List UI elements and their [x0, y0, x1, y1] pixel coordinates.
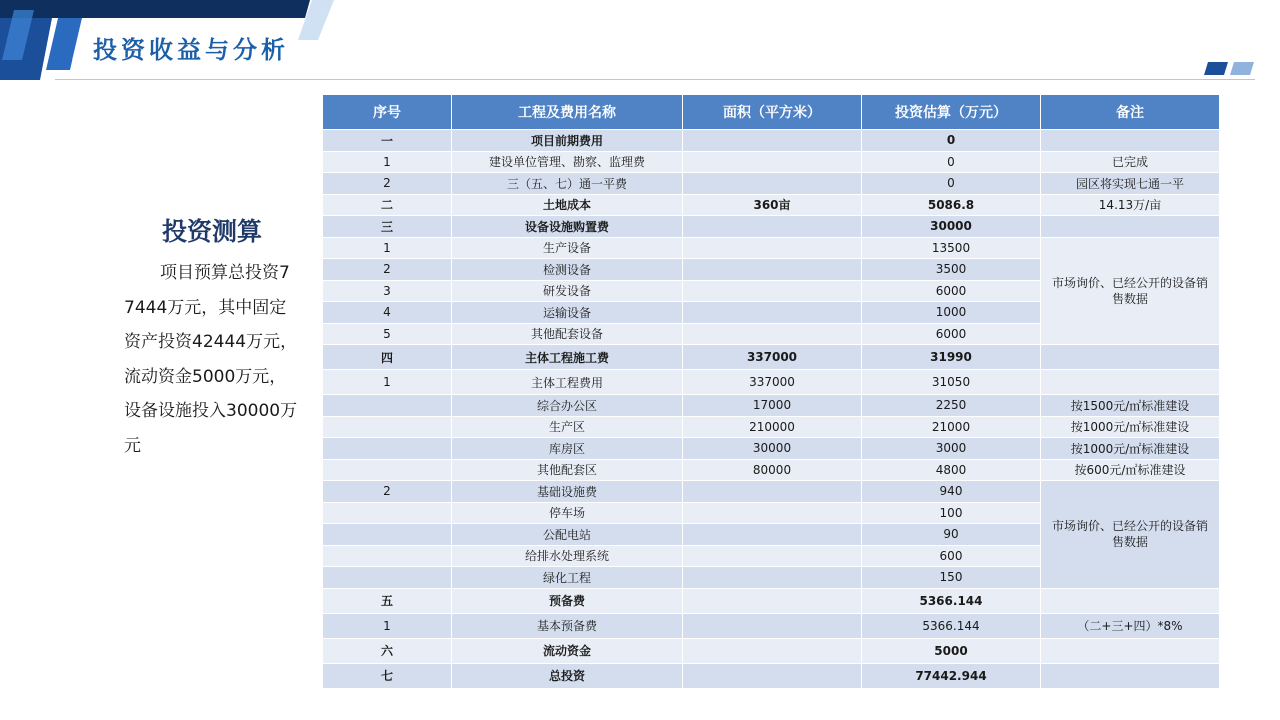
cell-note: 按1000元/㎡标准建设: [1041, 416, 1220, 438]
header-divider: [55, 79, 1255, 80]
cell-cost: 90: [862, 524, 1041, 546]
investment-table: [322, 94, 1220, 689]
cell-no: [323, 438, 452, 460]
cell-name: 总投资: [452, 663, 683, 688]
table-row: [323, 173, 1220, 195]
cell-area: 337000: [683, 345, 862, 370]
table-row: [323, 481, 1220, 503]
table-row: [323, 395, 1220, 417]
cell-cost: 600: [862, 545, 1041, 567]
cell-note: 14.13万/亩: [1041, 194, 1220, 216]
cell-cost: 5366.144: [862, 613, 1041, 638]
cell-name: 项目前期费用: [452, 130, 683, 152]
cell-no: [323, 524, 452, 546]
cell-name: 基础设施费: [452, 481, 683, 503]
cell-no: [323, 416, 452, 438]
cell-no: 1: [323, 370, 452, 395]
cell-cost: 30000: [862, 216, 1041, 238]
header-cell-no: 序号: [323, 95, 452, 130]
cell-no: 一: [323, 130, 452, 152]
cell-name: 生产区: [452, 416, 683, 438]
cell-cost: 940: [862, 481, 1041, 503]
cell-no: 1: [323, 613, 452, 638]
cell-cost: 6000: [862, 280, 1041, 302]
cell-name: 预备费: [452, 588, 683, 613]
table-row: [323, 438, 1220, 460]
cell-name: 检测设备: [452, 259, 683, 281]
cell-name: 土地成本: [452, 194, 683, 216]
cell-no: 五: [323, 588, 452, 613]
cell-area: 360亩: [683, 194, 862, 216]
cell-no: 四: [323, 345, 452, 370]
side-heading: 投资测算: [162, 217, 263, 246]
cell-no: 六: [323, 638, 452, 663]
table-row: [323, 588, 1220, 613]
cell-no: [323, 567, 452, 589]
cell-name: 流动资金: [452, 638, 683, 663]
table-row: [323, 663, 1220, 688]
cell-area: [683, 280, 862, 302]
cell-cost: 6000: [862, 323, 1041, 345]
header-cell-cost: 投资估算（万元）: [862, 95, 1041, 130]
cell-area: [683, 502, 862, 524]
cell-name: 公配电站: [452, 524, 683, 546]
cell-name: 运输设备: [452, 302, 683, 324]
cell-cost: 0: [862, 173, 1041, 195]
cell-cost: 5086.8: [862, 194, 1041, 216]
cell-area: 210000: [683, 416, 862, 438]
table-row: [323, 638, 1220, 663]
cell-note: 园区将实现七通一平: [1041, 173, 1220, 195]
cell-name: 绿化工程: [452, 567, 683, 589]
cell-area: [683, 524, 862, 546]
cell-note: [1041, 588, 1220, 613]
cell-name: 其他配套设备: [452, 323, 683, 345]
table-row: [323, 345, 1220, 370]
cell-area: [683, 481, 862, 503]
table-row: [323, 216, 1220, 238]
cell-cost: 31990: [862, 345, 1041, 370]
cell-cost: 2250: [862, 395, 1041, 417]
table-row: [323, 151, 1220, 173]
cell-name: 主体工程施工费: [452, 345, 683, 370]
table-row: [323, 416, 1220, 438]
cell-area: [683, 663, 862, 688]
cell-note: （二+三+四）*8%: [1041, 613, 1220, 638]
cell-cost: 77442.944: [862, 663, 1041, 688]
cell-no: 1: [323, 151, 452, 173]
cell-name: 综合办公区: [452, 395, 683, 417]
cell-cost: 0: [862, 130, 1041, 152]
cell-no: 七: [323, 663, 452, 688]
cell-area: [683, 151, 862, 173]
cell-cost: 150: [862, 567, 1041, 589]
merged-note-equipment: 市场询价、已经公开的设备销售数据: [1041, 237, 1220, 345]
cell-no: 5: [323, 323, 452, 345]
cell-area: [683, 130, 862, 152]
cell-note: 已完成: [1041, 151, 1220, 173]
cell-no: [323, 459, 452, 481]
header-cell-name: 工程及费用名称: [452, 95, 683, 130]
cell-area: [683, 173, 862, 195]
cell-cost: 3000: [862, 438, 1041, 460]
cell-name: 主体工程费用: [452, 370, 683, 395]
cell-area: [683, 588, 862, 613]
cell-note: 按600元/㎡标准建设: [1041, 459, 1220, 481]
cell-area: [683, 259, 862, 281]
cell-area: 337000: [683, 370, 862, 395]
corner-decoration: [1204, 62, 1254, 75]
cell-no: 1: [323, 237, 452, 259]
cell-area: 80000: [683, 459, 862, 481]
cell-name: 库房区: [452, 438, 683, 460]
cell-no: [323, 545, 452, 567]
cell-cost: 3500: [862, 259, 1041, 281]
cell-name: 建设单位管理、勘察、监理费: [452, 151, 683, 173]
cell-name: 三（五、七）通一平费: [452, 173, 683, 195]
table-row: [323, 130, 1220, 152]
cell-area: [683, 567, 862, 589]
cell-no: 2: [323, 481, 452, 503]
cell-area: [683, 302, 862, 324]
cell-cost: 31050: [862, 370, 1041, 395]
cell-cost: 0: [862, 151, 1041, 173]
cell-no: 4: [323, 302, 452, 324]
cell-no: 2: [323, 173, 452, 195]
cell-note: [1041, 370, 1220, 395]
cell-area: 17000: [683, 395, 862, 417]
cell-no: 二: [323, 194, 452, 216]
cell-note: 按1500元/㎡标准建设: [1041, 395, 1220, 417]
cell-area: [683, 216, 862, 238]
cell-area: [683, 545, 862, 567]
cell-no: 2: [323, 259, 452, 281]
cell-cost: 5000: [862, 638, 1041, 663]
side-description: 项目预算总投资77444万元，其中固定资产投资42444万元，流动资金5000万元，设备设施投入30000万元: [124, 263, 298, 456]
cell-note: [1041, 130, 1220, 152]
table-row: [323, 194, 1220, 216]
table-row: [323, 237, 1220, 259]
cell-note: [1041, 663, 1220, 688]
cell-no: 3: [323, 280, 452, 302]
cell-no: [323, 502, 452, 524]
cell-cost: 100: [862, 502, 1041, 524]
cell-cost: 13500: [862, 237, 1041, 259]
page-title: 投资收益与分析: [93, 36, 289, 64]
cell-area: [683, 237, 862, 259]
cell-no: [323, 395, 452, 417]
table-row: [323, 613, 1220, 638]
cell-name: 给排水处理系统: [452, 545, 683, 567]
header-cell-note: 备注: [1041, 95, 1220, 130]
table-row: [323, 370, 1220, 395]
cell-name: 基本预备费: [452, 613, 683, 638]
cell-name: 停车场: [452, 502, 683, 524]
cell-name: 研发设备: [452, 280, 683, 302]
cell-name: 其他配套区: [452, 459, 683, 481]
table-header-row: [323, 95, 1220, 130]
cell-area: [683, 613, 862, 638]
table-row: [323, 459, 1220, 481]
cell-note: 按1000元/㎡标准建设: [1041, 438, 1220, 460]
cell-name: 生产设备: [452, 237, 683, 259]
cell-note: [1041, 345, 1220, 370]
cell-cost: 4800: [862, 459, 1041, 481]
cell-cost: 1000: [862, 302, 1041, 324]
cell-no: 三: [323, 216, 452, 238]
cell-cost: 21000: [862, 416, 1041, 438]
merged-note-infra: 市场询价、已经公开的设备销售数据: [1041, 481, 1220, 589]
cell-note: [1041, 638, 1220, 663]
cell-area: [683, 638, 862, 663]
cell-name: 设备设施购置费: [452, 216, 683, 238]
cell-area: 30000: [683, 438, 862, 460]
cell-area: [683, 323, 862, 345]
cell-cost: 5366.144: [862, 588, 1041, 613]
header-cell-area: 面积（平方米）: [683, 95, 862, 130]
cell-note: [1041, 216, 1220, 238]
